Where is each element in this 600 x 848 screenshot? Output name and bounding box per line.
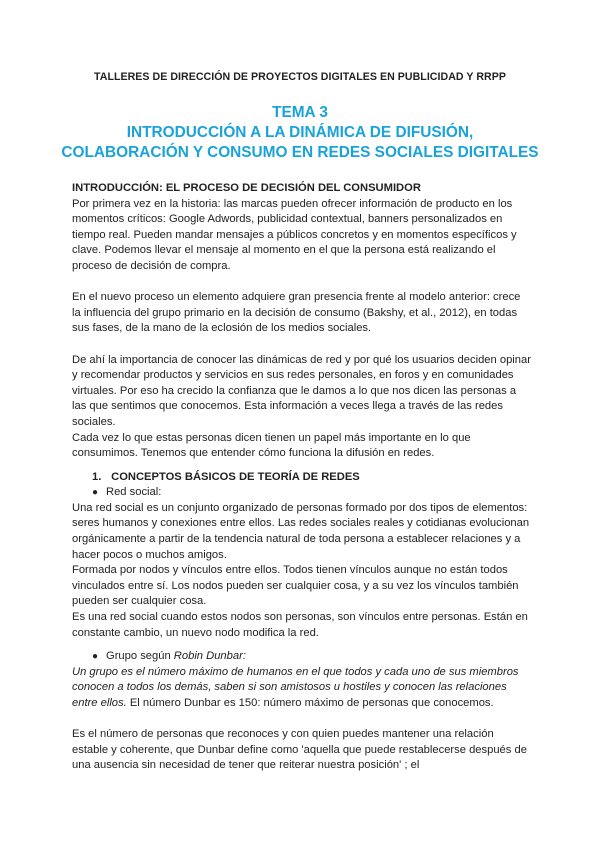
dunbar-quote-paragraph — [72, 665, 532, 712]
tema-number: TEMA 3 — [272, 104, 328, 121]
bullet-grupo-name: Robin Dunbar: — [173, 650, 246, 663]
course-header: TALLERES DE DIRECCIÓN DE PROYECTOS DIGITALES EN PUBLICIDAD Y RRPP — [94, 71, 506, 83]
section-1-title: CONCEPTOS BÁSICOS DE TEORÍA DE REDES — [111, 470, 360, 483]
bullet-grupo-prefix: Grupo según — [106, 650, 174, 663]
title-line-1: INTRODUCCIÓN A LA DINÁMICA DE DIFUSIÓN, — [126, 124, 474, 141]
dunbar-quote: Un grupo es el número máximo de humanos en el que todos y cada uno de sus miembros conocen a todos los demás, saben si son amistosos u hostiles y conocen las relaciones entre ellos. — [72, 665, 519, 709]
bullet-icon: ● — [92, 651, 99, 663]
intro-paragraph-1: Por primera vez en la historia: las marcas pueden ofrecer información de producto en los momentos críticos: Google Adwords, publicidad contextual, banners personalizados en tiempo real. Pueden mandar mensajes a públicos concretos y en momentos específicos y clave. Podemos llevar el mensaje al momento en el que la persona está realizando el proceso de decisión de compra. — [72, 197, 517, 272]
intro-paragraph-3: De ahí la importancia de conocer las dinámicas de red y por qué los usuarios deciden opinar y recomendar productos y servicios en sus redes personales, en foros y en comunidades virtuales. Por eso ha crecido la confianza que le damos a lo que nos dicen las personas a las que sentimos que conocemos. Esta información a veces llega a través de las redes sociales. — [72, 353, 531, 428]
intro-heading: INTRODUCCIÓN: EL PROCESO DE DECISIÓN DEL CONSUMIDOR — [72, 182, 421, 194]
bullet-red-social-label: Red social: — [106, 486, 162, 499]
section-1-number: 1. — [92, 470, 102, 483]
dunbar-quote-tail: El número Dunbar es 150: número máximo de personas que conocemos. — [126, 697, 494, 709]
section-1-paragraph-4: Es el número de personas que reconoces y con quien puedes mantener una relación estable y coherente, que Dunbar define como 'aquella que puede restablecerse después de una ausencia sin necesidad de tener que reiterar nuestra posición' ; el — [72, 728, 527, 772]
bullet-red-social — [72, 485, 532, 501]
title-line-2: COLABORACIÓN Y CONSUMO EN REDES SOCIALES DIGITALES — [61, 144, 539, 161]
document-title — [0, 103, 600, 163]
document-body — [72, 181, 532, 774]
section-1-heading — [72, 470, 532, 486]
intro-paragraph-4: Cada vez lo que estas personas dicen tienen un papel más importante en lo que consumimos. Tenemos que entender cómo funciona la difusión en redes. — [72, 431, 471, 460]
intro-paragraph-2: En el nuevo proceso un elemento adquiere gran presencia frente al modelo anterior: crece la influencia del grupo primario en la decisión de consumo (Bakshy, et al., 2012), en todas sus fases, de la mano de la eclosión de los medios sociales. — [72, 291, 521, 335]
section-1-paragraph-2: Formada por nodos y vínculos entre ellos. Todos tienen vínculos aunque no están todos vinculados entre sí. Los nodos pueden ser cualquier cosa, y a su vez los vínculos también pueden ser cualquier cosa. — [72, 564, 519, 608]
section-1-paragraph-3: Es una red social cuando estos nodos son personas, son vínculos entre personas. Están en constante cambio, un nuevo nodo modifica la red. — [72, 611, 528, 639]
bullet-icon: ● — [92, 487, 99, 499]
section-1-paragraph-1: Una red social es un conjunto organizado de personas formado por dos tipos de elementos: seres humanos y conexiones entre ellos. Las redes sociales reales y cotidianas evolucionan orgánicamente a partir de la tendencia natural de toda persona a establecer relaciones y a hacer pocos o muchos amigos. — [72, 501, 530, 561]
bullet-grupo-dunbar — [72, 649, 532, 665]
